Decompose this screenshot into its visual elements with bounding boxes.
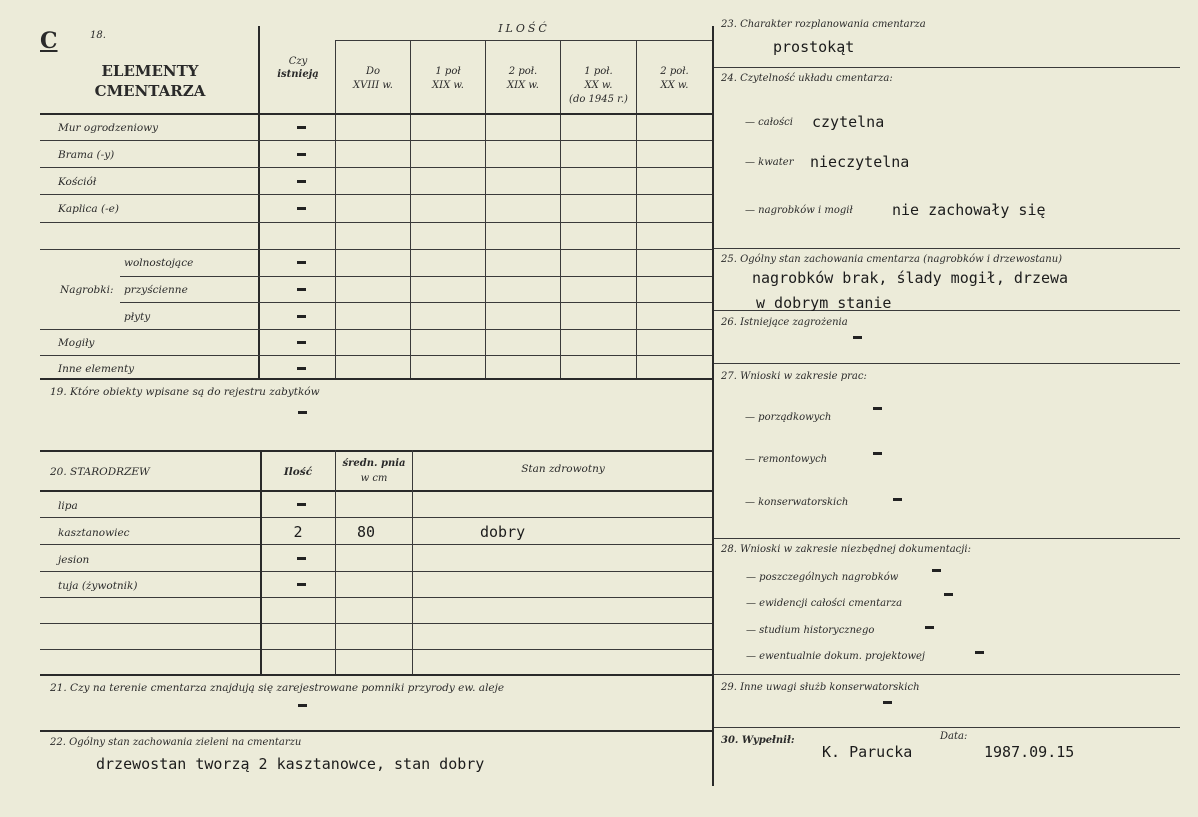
- tree-ilosc: 2: [293, 523, 303, 541]
- element-value-dash: [297, 288, 306, 291]
- element-label: Inne elementy: [58, 363, 135, 375]
- tree-name: tuja (żywotnik): [58, 580, 138, 592]
- grid-line: [412, 450, 413, 674]
- grid-line: [40, 450, 712, 452]
- q24-label: 24. Czytelność układu cmentarza:: [721, 73, 893, 84]
- element-value-dash: [297, 261, 306, 264]
- q30-date-value: 1987.09.15: [984, 743, 1075, 761]
- grid-line: [40, 544, 712, 545]
- trees-col-stan: Stan zdrowotny: [521, 463, 605, 475]
- czy-istnieja-1: Czy: [288, 56, 308, 67]
- col-header-l1: 2 poł.: [660, 66, 689, 77]
- element-label: Kaplica (-e): [58, 203, 119, 215]
- q25-label: 25. Ogólny stan zachowania cmentarza (nagrobków i drzewostanu): [721, 254, 1063, 265]
- grid-line: [714, 727, 1180, 728]
- grid-line: [336, 40, 712, 41]
- q28-item-label: — ewidencji całości cmentarza: [746, 598, 903, 609]
- grid-line: [714, 67, 1180, 68]
- section-number: 18.: [90, 30, 106, 41]
- grid-line: [40, 623, 712, 624]
- tree-ilosc-dash: [297, 557, 306, 560]
- q27-item-label: — porządkowych: [745, 412, 832, 423]
- element-value-dash: [297, 180, 306, 183]
- col-header-l3: (do 1945 r.): [569, 94, 628, 105]
- element-label: przyścienne: [124, 284, 188, 296]
- q30-date-label: Data:: [940, 731, 968, 742]
- q27-item-dash: [873, 452, 882, 455]
- col-header-l1: 2 poł.: [508, 66, 538, 77]
- elements-title-1: ELEMENTY: [101, 62, 199, 80]
- q30-label: 30. Wypełnił:: [721, 735, 795, 746]
- col-header-l1: 1 poł.: [584, 66, 613, 77]
- czy-istnieja-2: istnieją: [277, 69, 319, 80]
- element-label: wolnostojące: [124, 257, 194, 269]
- tree-ilosc-dash: [297, 503, 306, 506]
- q21-value: [298, 704, 307, 707]
- grid-line: [40, 329, 712, 330]
- trees-col-ilosc: Ilość: [283, 466, 313, 478]
- q27-label: 27. Wnioski w zakresie prac:: [721, 371, 867, 382]
- grid-line: [40, 378, 712, 380]
- q27-item-dash: [893, 498, 902, 501]
- grid-line: [40, 249, 712, 250]
- q24-item-label: — nagrobków i mogił: [745, 205, 853, 216]
- element-label: Kościół: [58, 176, 97, 188]
- q19-value: [298, 411, 307, 414]
- q26-value: [853, 336, 862, 339]
- q22-value: drzewostan tworzą 2 kasztanowce, stan dobry: [96, 755, 485, 773]
- q28-item-label: — poszczególnych nagrobków: [746, 572, 899, 583]
- element-label: Brama (-y): [58, 149, 115, 161]
- col-header-l2: XX w.: [584, 80, 613, 91]
- q25-value-2: w dobrym stanie: [756, 294, 892, 312]
- col-header-l2: XVIII w.: [353, 80, 393, 91]
- q29-value: [883, 701, 892, 704]
- tree-ilosc-dash: [297, 583, 306, 586]
- tree-stan: dobry: [480, 523, 526, 541]
- q27-item-label: — konserwatorskich: [745, 497, 849, 508]
- col-header-l2: XIX w.: [432, 80, 464, 91]
- q26-label: 26. Istniejące zagrożenia: [721, 317, 848, 328]
- card-letter: C: [40, 28, 58, 54]
- grid-line: [258, 26, 260, 378]
- element-value-dash: [297, 207, 306, 210]
- tree-name: kasztanowiec: [58, 527, 130, 539]
- q28-item-dash: [944, 593, 953, 596]
- element-value-dash: [297, 315, 306, 318]
- col-header-l1: 1 poł: [435, 66, 461, 77]
- q25-value-1: nagrobków brak, ślady mogił, drzewa: [752, 269, 1069, 287]
- q24-item-value: nie zachowały się: [892, 201, 1046, 219]
- q28-item-label: — studium historycznego: [746, 625, 875, 636]
- grid-line: [40, 140, 712, 141]
- q30-value: K. Parucka: [822, 743, 913, 761]
- grid-line: [40, 355, 712, 356]
- element-label: Mur ogrodzeniowy: [58, 122, 159, 134]
- trees-header: 20. STARODRZEW: [50, 466, 150, 478]
- grid-line: [40, 649, 712, 650]
- element-label: płyty: [124, 311, 151, 323]
- grid-line: [714, 248, 1180, 249]
- q23-label: 23. Charakter rozplanowania cmentarza: [721, 19, 926, 30]
- q24-item-value: czytelna: [812, 113, 885, 131]
- nagrobki-label: Nagrobki:: [60, 284, 114, 296]
- grid-line: [40, 490, 712, 492]
- grid-line: [260, 450, 262, 674]
- q27-item-dash: [873, 407, 882, 410]
- q28-item-dash: [932, 569, 941, 572]
- grid-line: [40, 674, 712, 676]
- grid-line: [40, 167, 712, 168]
- q28-item-label: — ewentualnie dokum. projektowej: [746, 651, 926, 662]
- grid-line: [714, 363, 1180, 364]
- q22-label: 22. Ogólny stan zachowania zieleni na cmentarzu: [50, 737, 302, 748]
- grid-line: [714, 538, 1180, 539]
- ilosc-header: ILOŚĆ: [498, 22, 550, 35]
- grid-line: [40, 194, 712, 195]
- element-label: Mogiły: [58, 337, 95, 349]
- q19-label: 19. Które obiekty wpisane są do rejestru zabytków: [50, 386, 320, 398]
- q21-label: 21. Czy na terenie cmentarza znajdują się zarejestrowane pomniki przyrody ew. aleje: [50, 682, 505, 694]
- element-value-dash: [297, 341, 306, 344]
- col-header-l1: Do: [365, 66, 381, 77]
- grid-line: [40, 730, 712, 732]
- grid-line: [120, 302, 712, 303]
- elements-title-2: CMENTARZA: [94, 82, 206, 100]
- q23-value: prostokąt: [773, 38, 855, 56]
- q29-label: 29. Inne uwagi służb konserwatorskich: [721, 682, 920, 693]
- element-value-dash: [297, 153, 306, 156]
- grid-line: [40, 222, 712, 223]
- col-header-l2: XIX w.: [507, 80, 539, 91]
- q27-item-label: — remontowych: [745, 454, 828, 465]
- grid-line: [40, 113, 712, 115]
- element-value-dash: [297, 367, 306, 370]
- grid-line: [40, 597, 712, 598]
- tree-sredn: 80: [357, 523, 376, 541]
- grid-line: [40, 571, 712, 572]
- tree-name: jesion: [58, 554, 90, 566]
- grid-line: [714, 674, 1180, 675]
- trees-col-sredn-1: średn. pnia: [342, 458, 406, 469]
- main-divider: [712, 26, 714, 786]
- trees-col-sredn-2: w cm: [360, 473, 388, 484]
- q28-item-dash: [925, 626, 934, 629]
- q24-item-label: — całości: [745, 117, 793, 128]
- q24-item-label: — kwater: [745, 157, 794, 168]
- q28-label: 28. Wnioski w zakresie niezbędnej dokumentacji:: [721, 544, 971, 555]
- q28-item-dash: [975, 651, 984, 654]
- element-value-dash: [297, 126, 306, 129]
- col-header-l2: XX w.: [660, 80, 689, 91]
- q24-item-value: nieczytelna: [810, 153, 910, 171]
- grid-line: [120, 276, 712, 277]
- tree-name: lipa: [58, 500, 78, 512]
- grid-line: [40, 517, 712, 518]
